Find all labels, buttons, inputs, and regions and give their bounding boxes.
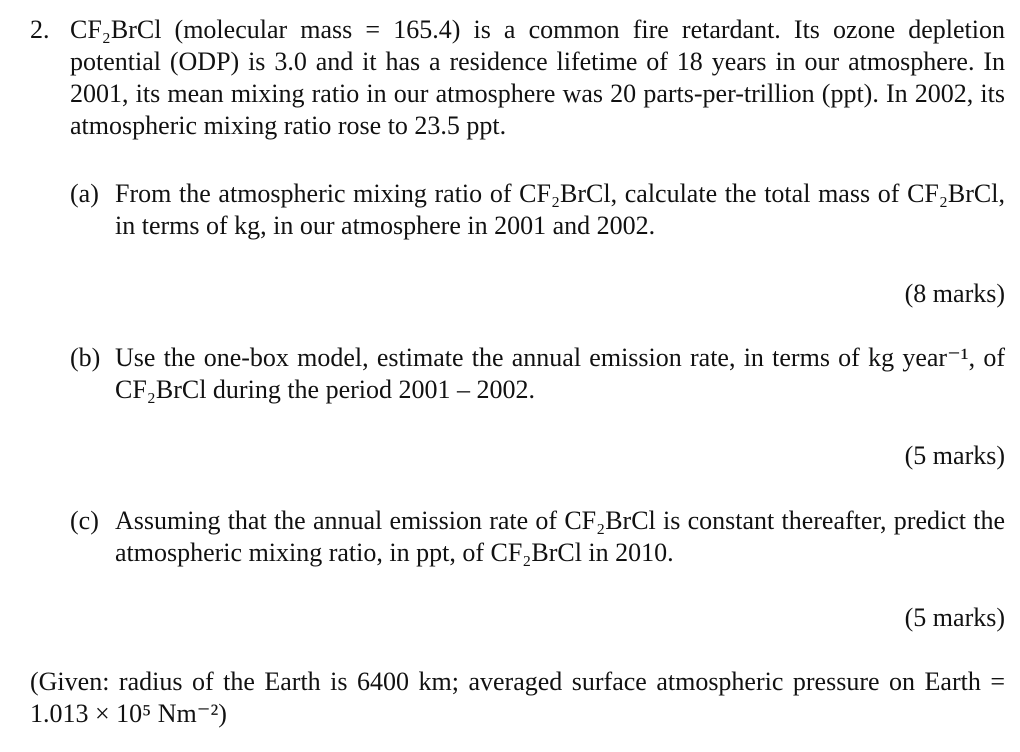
- part-b-marks: (5 marks): [904, 441, 1005, 470]
- part-a-text: From the atmospheric mixing ratio of CF₂BrCl, calculate the total mass of CF₂BrCl, in terms of kg, in our atmosphere in 2001 and 2002.: [115, 179, 1005, 240]
- part-a-label: (a): [70, 179, 99, 208]
- question-header: [30, 14, 1005, 142]
- part-a: [70, 178, 1005, 242]
- given-data: (Given: radius of the Earth is 6400 km; averaged surface atmospheric pressure on Earth = 1.013 × 10⁵ Nm⁻²): [30, 667, 1005, 728]
- part-b: [70, 342, 1005, 406]
- part-c-marks: (5 marks): [904, 603, 1005, 632]
- part-b-label: (b): [70, 343, 101, 372]
- question-intro: CF₂BrCl (molecular mass = 165.4) is a common fire retardant. Its ozone depletion potential (ODP) is 3.0 and it has a residence lifetime of 18 years in our atmosphere. In 2001, its mean mixing ratio in our atmosphere was 20 parts-per-trillion (ppt). In 2002, its atmospheric mixing ratio rose to 23.5 ppt.: [70, 15, 1005, 140]
- part-c-label: (c): [70, 506, 99, 535]
- part-c-text: Assuming that the annual emission rate of CF₂BrCl is constant thereafter, predict the atmospheric mixing ratio, in ppt, of CF₂BrCl in 2010.: [115, 506, 1005, 567]
- part-a-marks: (8 marks): [904, 279, 1005, 308]
- part-b-text: Use the one-box model, estimate the annual emission rate, in terms of kg year⁻¹, of CF₂BrCl during the period 2001 – 2002.: [115, 343, 1005, 404]
- question-number: 2.: [30, 15, 50, 44]
- question-block: [30, 14, 1005, 142]
- part-c: [70, 505, 1005, 569]
